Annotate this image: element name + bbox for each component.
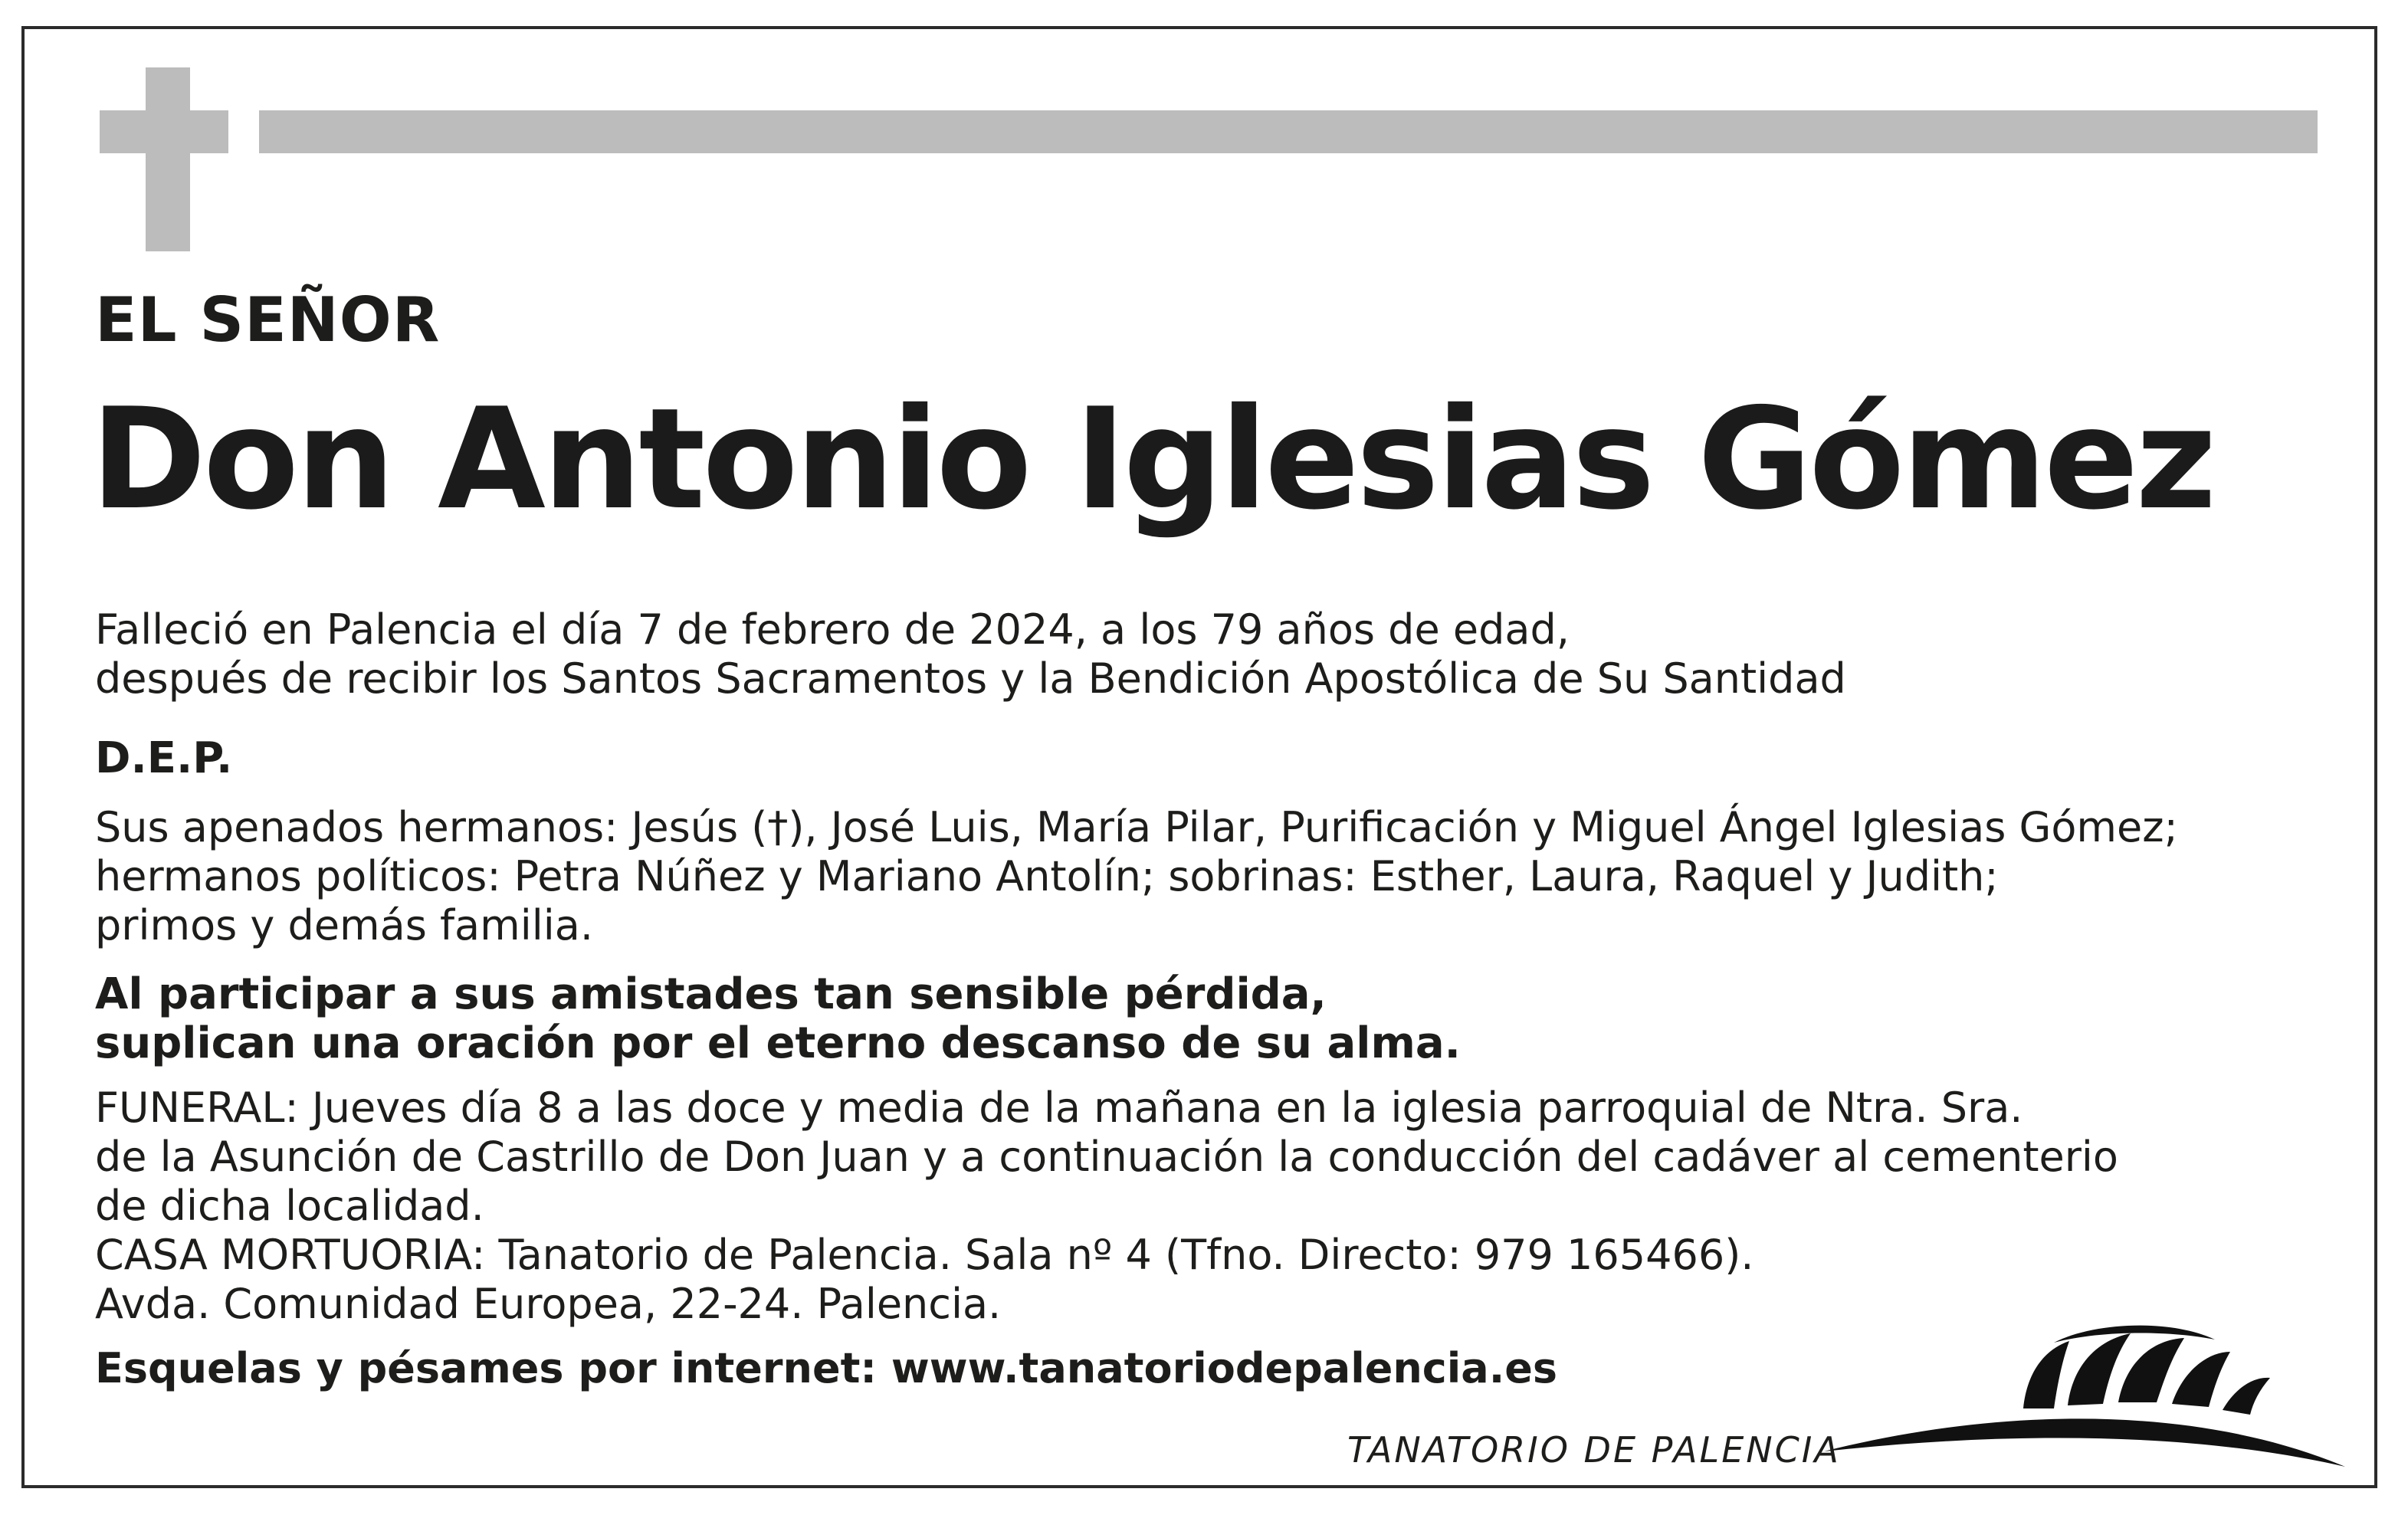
funeral-line: CASA MORTUORIA: Tanatorio de Palencia. Sala nº 4 (Tfno. Directo: 979 165466). [95, 1231, 1754, 1279]
family-line: primos y demás familia. [95, 901, 594, 949]
family-list [95, 803, 2178, 950]
family-line: hermanos políticos: Petra Núñez y Mariano Antolín; sobrinas: Esther, Laura, Raquel y Judith; [95, 852, 1999, 900]
funeral-line: de dicha localidad. [95, 1182, 484, 1230]
cross-icon-arm [100, 110, 228, 153]
prayer-line: suplican una oración por el eterno descanso de su alma. [95, 1018, 1461, 1068]
logo-text: TANATORIO DE PALENCIA [1347, 1429, 1841, 1471]
prayer-request [95, 970, 1461, 1068]
family-line: Sus apenados hermanos: Jesús (†), José Luis, María Pilar, Purificación y Miguel Ángel Iglesias Gómez; [95, 803, 2178, 851]
header-bar [259, 110, 2318, 153]
funeral-line: Avda. Comunidad Europea, 22-24. Palencia. [95, 1280, 1002, 1328]
announcement-line: Falleció en Palencia el día 7 de febrero de 2024, a los 79 años de edad, [95, 605, 1570, 654]
dep-label: D.E.P. [95, 733, 233, 783]
deceased-name: Don Antonio Iglesias Gómez [90, 378, 2214, 540]
funeral-details [95, 1084, 2118, 1329]
website-line: Esquelas y pésames por internet: www.tanatoriodepalencia.es [95, 1344, 1558, 1392]
announcement-line: después de recibir los Santos Sacramentos y la Bendición Apostólica de Su Santidad [95, 654, 1846, 703]
honorific: EL SEÑOR [95, 284, 441, 356]
prayer-line: Al participar a sus amistades tan sensible pérdida, [95, 969, 1327, 1019]
death-announcement [95, 605, 1846, 703]
cross-icon [146, 67, 190, 251]
funeral-line: de la Asunción de Castrillo de Don Juan y a continuación la conducción del cadáver al cementerio [95, 1133, 2118, 1181]
funeral-line: FUNERAL: Jueves día 8 a las doce y media de la mañana en la iglesia parroquial de Ntra. Sra. [95, 1084, 2023, 1132]
